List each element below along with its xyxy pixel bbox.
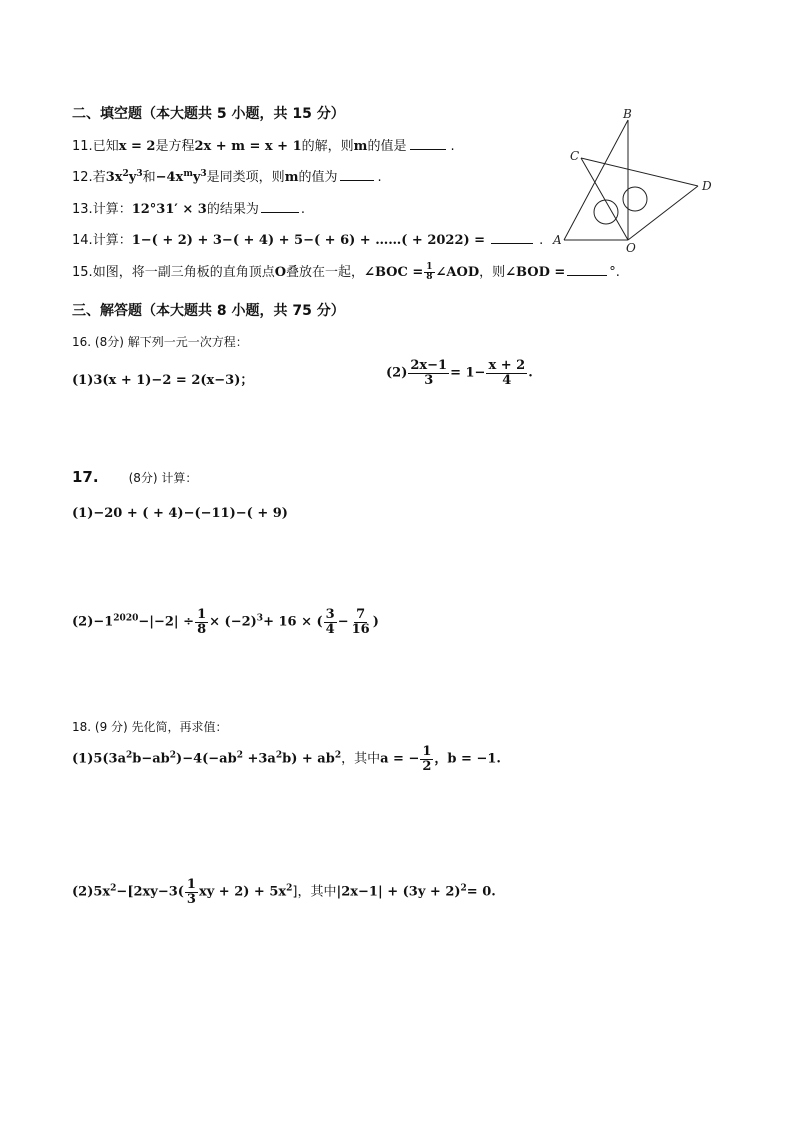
math-expression: ∠BOD = xyxy=(505,265,566,280)
math-expression: ∠BOC = xyxy=(364,265,424,280)
question-text: 和 xyxy=(142,170,156,185)
answer-blank[interactable] xyxy=(340,168,374,181)
fraction: $\frac{x + 2}{4}$ xyxy=(488,358,526,388)
label-d: D xyxy=(702,179,712,193)
question-number: 12. xyxy=(72,170,93,185)
question-14 xyxy=(72,229,543,248)
fraction: $\frac{3}{4}$ xyxy=(325,607,335,637)
question-text: 的结果为 xyxy=(206,202,259,217)
segment-cd xyxy=(581,158,698,186)
triangle-set-figure xyxy=(550,106,720,252)
question-17-part-1: (1)−20 + ( + 4)−(−11)−( + 9) xyxy=(72,506,288,521)
question-text: 如图，将一副三角板的直角顶点 xyxy=(92,265,275,280)
question-text: 是同类项，则 xyxy=(206,170,285,185)
math-expression: x = 2 xyxy=(118,139,156,154)
question-18-intro: 18. (9 分) 先化简，再求值： xyxy=(72,720,228,734)
math-expression: ∠AOD xyxy=(435,265,480,280)
question-16-part-2: (2) $\frac{2x-1}{3}$ = 1− $\frac{x + 2}{4}$ . xyxy=(386,358,533,388)
triangle-hole-circle xyxy=(594,200,618,224)
question-16-part-1: (1)3(x + 1)−2 = 2(x−3)； xyxy=(72,373,254,388)
punctuation: °. xyxy=(609,265,620,280)
question-11 xyxy=(72,135,455,154)
label-c: C xyxy=(570,149,580,163)
question-number: 11. xyxy=(72,139,93,154)
question-16-intro: 16. (8分) 解下列一元一次方程： xyxy=(72,335,248,349)
punctuation: . xyxy=(450,139,455,154)
fraction: $\frac{7}{16}$ xyxy=(351,607,370,637)
question-number: 14. xyxy=(72,233,93,248)
triangle-hole-circle xyxy=(623,187,647,211)
math-expression: 1−( + 2) + 3−( + 4) + 5−( + 6) + ……( + 2022) = xyxy=(131,233,486,248)
math-variable: O xyxy=(274,265,287,280)
punctuation: . xyxy=(300,202,305,217)
label-a: A xyxy=(553,233,562,247)
question-15 xyxy=(72,261,620,282)
fraction: $\frac{1}{8}$ xyxy=(426,261,433,282)
question-number: 13. xyxy=(72,202,93,217)
question-17-part-2: $(2)-1^{2020}-|-2|$ ÷ $\frac{1}{8}$ × $(-2)^3+ 16$ × ( $\frac{3}{4}$ − $\frac{7}{16}$ ) xyxy=(72,607,379,637)
answer-blank[interactable] xyxy=(410,137,446,150)
answer-blank[interactable] xyxy=(491,231,533,244)
question-text: 若 xyxy=(92,170,106,185)
question-text: 叠放在一起， xyxy=(286,265,365,280)
math-expression: 2x + m = x + 1 xyxy=(194,139,302,154)
question-number: 17. xyxy=(72,468,99,486)
question-text: 的值为 xyxy=(298,170,338,185)
question-text: 的值是 xyxy=(367,139,407,154)
question-text: ，则 xyxy=(479,265,506,280)
punctuation: . xyxy=(377,170,382,185)
math-variable: m xyxy=(284,170,299,185)
segment-ab xyxy=(564,120,628,240)
segment-oc xyxy=(581,158,628,240)
question-text: 计算： xyxy=(92,202,132,217)
math-expression: 12°31′ × 3 xyxy=(131,202,207,217)
question-text: 是方程 xyxy=(155,139,195,154)
fraction: $\frac{2x-1}{3}$ xyxy=(410,358,448,388)
segment-od xyxy=(628,186,698,240)
question-text: 已知 xyxy=(92,139,119,154)
question-18-part-1: $(1)5(3a^2b-ab^2)-4(-ab^2 +3a^2b) + ab^2$，其中a = − $\frac{1}{2}$ ，b = −1. xyxy=(72,744,501,774)
fraction: $\frac{1}{2}$ xyxy=(422,744,432,774)
punctuation: . xyxy=(539,233,544,248)
math-term: $-4x^my^3$ xyxy=(155,169,207,185)
answer-blank[interactable] xyxy=(261,200,299,213)
question-number: 15. xyxy=(72,265,93,280)
section-3-title: 三、解答题（本大题共 8 小题，共 75 分） xyxy=(72,303,345,319)
question-17-intro xyxy=(72,468,197,486)
math-term: $3x^2y^3$ xyxy=(105,169,143,185)
label-b: B xyxy=(623,107,632,121)
section-2-title: 二、填空题（本大题共 5 小题，共 15 分） xyxy=(72,106,345,122)
question-text: (8分) 计算： xyxy=(128,471,198,485)
label-o: O xyxy=(626,241,636,252)
question-18-part-2: $(2)5x^2-[2xy-3$( $\frac{1}{3}$ xy + $2) + 5x^2$]，其中$|2x-1| + (3y + 2)^2= 0$. xyxy=(72,877,496,907)
question-13 xyxy=(72,198,305,217)
fraction: $\frac{1}{8}$ xyxy=(197,607,207,637)
question-text: 计算： xyxy=(92,233,132,248)
question-12 xyxy=(72,166,382,185)
question-text: 的解，则 xyxy=(301,139,354,154)
math-variable: m xyxy=(353,139,368,154)
fraction: $\frac{1}{3}$ xyxy=(186,877,196,907)
answer-blank[interactable] xyxy=(567,263,607,276)
